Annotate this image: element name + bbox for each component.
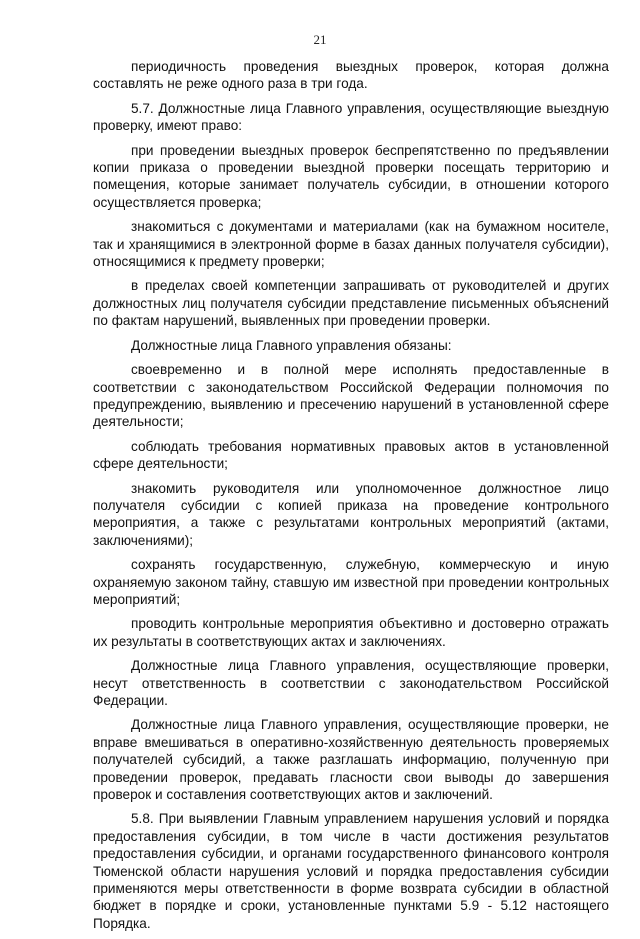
- paragraph-right-review-documents: знакомиться с документами и материалами (как на бумажном носителе, так и хранящимися в электронной форме в базах данных получателя субсидии), относящимися к предмету проверки;: [93, 219, 609, 270]
- document-body: [93, 58, 609, 939]
- paragraph-obligations-heading: Должностные лица Главного управления обязаны:: [131, 337, 452, 353]
- page-number: 21: [313, 32, 327, 47]
- paragraph-obligation-exercise-powers: своевременно и в полной мере исполнять предоставленные в соответствии с законодательством Российской Федерации полномочия по предупреждению, выявлению и пресечению нарушений в установленной сфере деятельности;: [93, 362, 609, 430]
- paragraph-obligation-objective-reporting: проводить контрольные мероприятия объективно и достоверно отражать их результаты в соответствующих актах и заключениях.: [93, 616, 609, 649]
- paragraph-inspection-frequency: периодичность проведения выездных проверок, которая должна составлять не реже одного раза в три года.: [93, 59, 609, 92]
- paragraph-right-request-explanations: в пределах своей компетенции запрашивать от руководителей и других должностных лиц получателя субсидии представление письменных объяснений по фактам нарушений, выявленных при проведении проверки.: [93, 278, 609, 329]
- paragraph-right-visit-premises: при проведении выездных проверок беспрепятственно по предъявлении копии приказа о проведении выездной проверки посещать территорию и помещения, которые занимает получатель субсидии, в отношении которого осуществляется проверка;: [93, 142, 609, 210]
- paragraph-prohibitions: Должностные лица Главного управления, осуществляющие проверки, не вправе вмешиваться в оперативно-хозяйственную деятельность проверяемых получателей субсидий, а также разглашать информацию, полученную при проведении проверок, предавать гласности свои выводы до завершения проверок и составления соответствующих актов и заключений.: [93, 717, 609, 803]
- paragraph-5-8-liability-measures: 5.8. При выявлении Главным управлением нарушения условий и порядка предоставления субсидии, в том числе в части достижения результатов предоставления субсидии, и органами государственного финансового контроля Тюменской области нарушения условий и порядка предоставления субсидии применяются меры ответственности в форме возврата субсидии в областной бюджет в порядке и сроки, установленные пунктами 5.9 - 5.12 настоящего Порядка.: [93, 811, 609, 931]
- paragraph-obligation-comply-regulations: соблюдать требования нормативных правовых актов в установленной сфере деятельности;: [93, 438, 609, 472]
- paragraph-responsibility: Должностные лица Главного управления, осуществляющие проверки, несут ответственность в соответствии с законодательством Российской Федерации.: [93, 658, 609, 708]
- paragraph-obligation-keep-secrets: сохранять государственную, служебную, коммерческую и иную охраняемую законом тайну, ставшую им известной при проведении контрольных мероприятий;: [93, 557, 609, 607]
- paragraph-obligation-inform-recipient: знакомить руководителя или уполномоченное должностное лицо получателя субсидии с копией приказа на проведение контрольного мероприятия, а также с результатами контрольных мероприятий (актами, заключениями);: [93, 480, 609, 548]
- paragraph-5-7-rights-heading: 5.7. Должностные лица Главного управления, осуществляющие выездную проверку, имеют право:: [93, 100, 609, 134]
